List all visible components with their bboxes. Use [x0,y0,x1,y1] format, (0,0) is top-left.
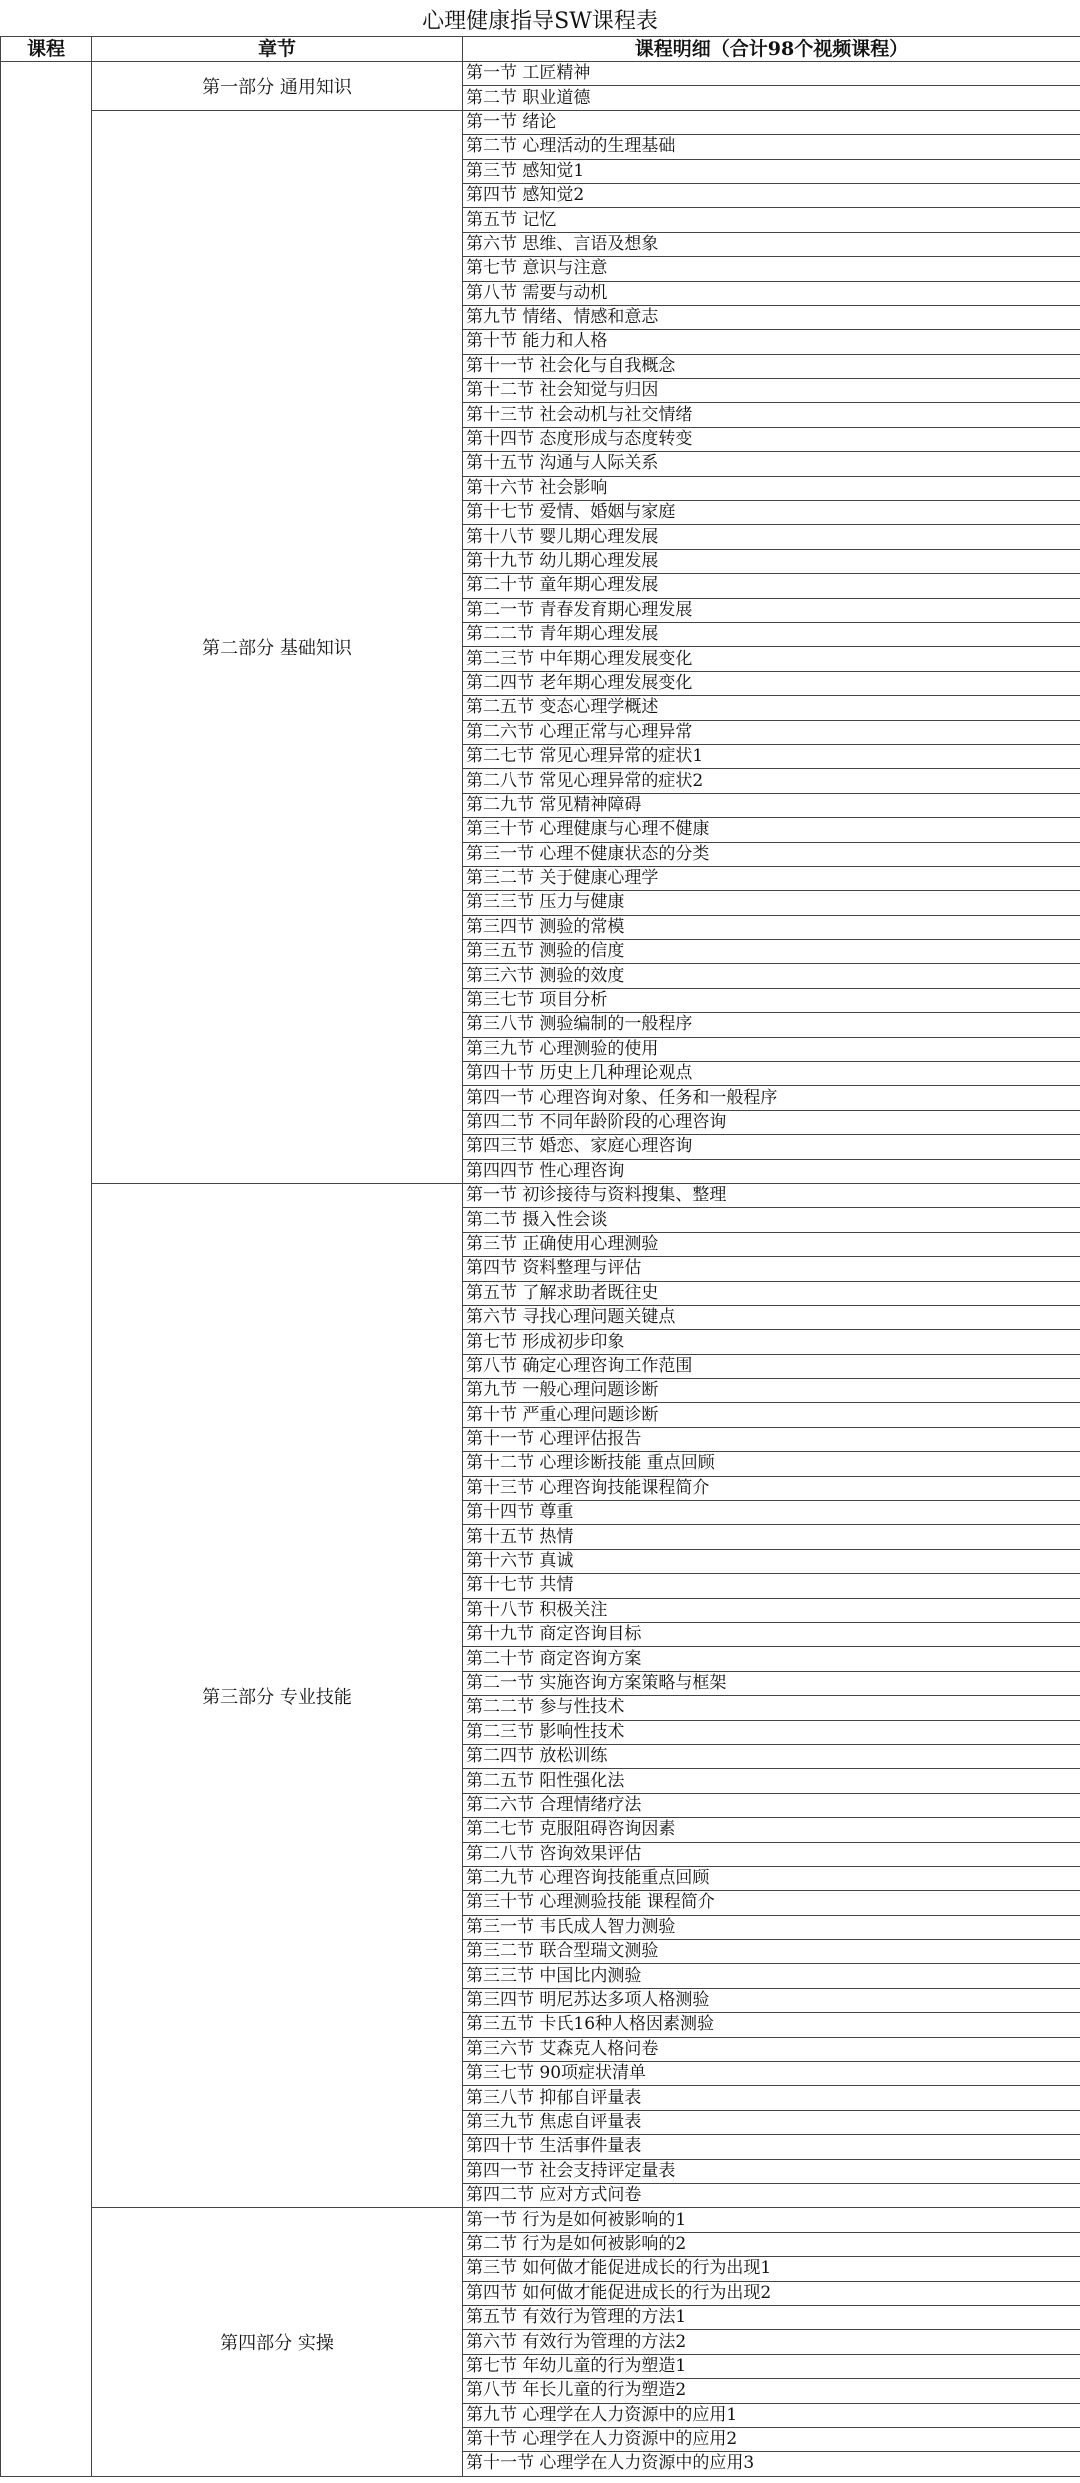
lesson-cell: 第二三节 影响性技术 [463,1720,1080,1744]
course-cell [1,62,92,2477]
table-row [1,2208,1080,2232]
lesson-cell: 第三六节 艾森克人格问卷 [463,2037,1080,2061]
lesson-cell: 第二四节 放松训练 [463,1744,1080,1768]
lesson-cell: 第二一节 青春发育期心理发展 [463,598,1080,622]
lesson-cell: 第九节 心理学在人力资源中的应用1 [463,2403,1080,2427]
lesson-cell: 第二节 心理活动的生理基础 [463,135,1080,159]
lesson-cell: 第十四节 尊重 [463,1501,1080,1525]
lesson-cell: 第十节 能力和人格 [463,330,1080,354]
table-row [1,62,1080,86]
lesson-cell: 第九节 一般心理问题诊断 [463,1379,1080,1403]
lesson-cell: 第二六节 心理正常与心理异常 [463,720,1080,744]
table-header-row [1,37,1080,62]
chapter-cell: 第一部分 通用知识 [92,62,463,111]
lesson-cell: 第三节 正确使用心理测验 [463,1232,1080,1256]
lesson-cell: 第二六节 合理情绪疗法 [463,1793,1080,1817]
lesson-cell: 第三六节 测验的效度 [463,964,1080,988]
lesson-cell: 第一节 工匠精神 [463,62,1080,86]
lesson-cell: 第三一节 韦氏成人智力测验 [463,1915,1080,1939]
lesson-cell: 第三二节 联合型瑞文测验 [463,1940,1080,1964]
course-schedule-table [0,36,1080,2477]
lesson-cell: 第三十节 心理测验技能 课程简介 [463,1891,1080,1915]
lesson-cell: 第十四节 态度形成与态度转变 [463,427,1080,451]
lesson-cell: 第三七节 项目分析 [463,988,1080,1012]
lesson-cell: 第二三节 中年期心理发展变化 [463,647,1080,671]
lesson-cell: 第二节 摄入性会谈 [463,1208,1080,1232]
lesson-cell: 第四十节 历史上几种理论观点 [463,1062,1080,1086]
lesson-cell: 第十七节 爱情、婚姻与家庭 [463,501,1080,525]
lesson-cell: 第六节 有效行为管理的方法2 [463,2330,1080,2354]
lesson-cell: 第四十节 生活事件量表 [463,2135,1080,2159]
lesson-cell: 第十六节 社会影响 [463,476,1080,500]
lesson-cell: 第二二节 青年期心理发展 [463,622,1080,646]
lesson-cell: 第三节 感知觉1 [463,159,1080,183]
lesson-cell: 第五节 记忆 [463,208,1080,232]
lesson-cell: 第三三节 中国比内测验 [463,1964,1080,1988]
lesson-cell: 第十节 严重心理问题诊断 [463,1403,1080,1427]
lesson-cell: 第八节 年长儿童的行为塑造2 [463,2379,1080,2403]
lesson-cell: 第二四节 老年期心理发展变化 [463,671,1080,695]
lesson-cell: 第三五节 测验的信度 [463,940,1080,964]
lesson-cell: 第三九节 焦虑自评量表 [463,2110,1080,2134]
lesson-cell: 第三一节 心理不健康状态的分类 [463,842,1080,866]
lesson-cell: 第十一节 社会化与自我概念 [463,354,1080,378]
lesson-cell: 第五节 了解求助者既往史 [463,1281,1080,1305]
lesson-cell: 第二二节 参与性技术 [463,1696,1080,1720]
lesson-cell: 第四节 资料整理与评估 [463,1257,1080,1281]
lesson-cell: 第五节 有效行为管理的方法1 [463,2305,1080,2329]
page-title: 心理健康指导SW课程表 [422,9,658,34]
chapter-cell: 第四部分 实操 [92,2208,463,2476]
lesson-cell: 第四一节 社会支持评定量表 [463,2159,1080,2183]
lesson-cell: 第四四节 性心理咨询 [463,1159,1080,1183]
lesson-cell: 第一节 行为是如何被影响的1 [463,2208,1080,2232]
lesson-cell: 第四节 感知觉2 [463,183,1080,207]
lesson-cell: 第二节 行为是如何被影响的2 [463,2232,1080,2256]
lesson-cell: 第二十节 童年期心理发展 [463,574,1080,598]
lesson-cell: 第七节 形成初步印象 [463,1330,1080,1354]
lesson-cell: 第十八节 积极关注 [463,1598,1080,1622]
lesson-cell: 第十三节 心理咨询技能课程简介 [463,1476,1080,1500]
lesson-cell: 第二五节 变态心理学概述 [463,696,1080,720]
lesson-cell: 第八节 确定心理咨询工作范围 [463,1354,1080,1378]
lesson-cell: 第十六节 真诚 [463,1549,1080,1573]
header-course: 课程 [1,37,92,62]
lesson-cell: 第二七节 克服阻碍咨询因素 [463,1818,1080,1842]
lesson-cell: 第三七节 90项症状清单 [463,2062,1080,2086]
lesson-cell: 第二七节 常见心理异常的症状1 [463,744,1080,768]
lesson-cell: 第六节 思维、言语及想象 [463,232,1080,256]
lesson-cell: 第十九节 幼儿期心理发展 [463,549,1080,573]
lesson-cell: 第四一节 心理咨询对象、任务和一般程序 [463,1086,1080,1110]
lesson-cell: 第二节 职业道德 [463,86,1080,110]
lesson-cell: 第七节 意识与注意 [463,257,1080,281]
lesson-cell: 第四二节 应对方式问卷 [463,2183,1080,2207]
lesson-cell: 第十七节 共情 [463,1574,1080,1598]
lesson-cell: 第二八节 常见心理异常的症状2 [463,769,1080,793]
lesson-cell: 第十五节 沟通与人际关系 [463,452,1080,476]
lesson-cell: 第十节 心理学在人力资源中的应用2 [463,2427,1080,2451]
lesson-cell: 第三十节 心理健康与心理不健康 [463,818,1080,842]
lesson-cell: 第三五节 卡氏16种人格因素测验 [463,2013,1080,2037]
lesson-cell: 第六节 寻找心理问题关键点 [463,1305,1080,1329]
lesson-cell: 第三节 如何做才能促进成长的行为出现1 [463,2257,1080,2281]
lesson-cell: 第三九节 心理测验的使用 [463,1037,1080,1061]
lesson-cell: 第二一节 实施咨询方案策略与框架 [463,1671,1080,1695]
lesson-cell: 第一节 初诊接待与资料搜集、整理 [463,1183,1080,1207]
lesson-cell: 第九节 情绪、情感和意志 [463,305,1080,329]
table-row [1,110,1080,134]
table-row [1,1183,1080,1207]
lesson-cell: 第三二节 关于健康心理学 [463,866,1080,890]
chapter-cell: 第三部分 专业技能 [92,1183,463,2207]
lesson-cell: 第十二节 心理诊断技能 重点回顾 [463,1452,1080,1476]
lesson-cell: 第三四节 明尼苏达多项人格测验 [463,1988,1080,2012]
lesson-cell: 第十一节 心理学在人力资源中的应用3 [463,2452,1080,2476]
header-detail: 课程明细（合计98个视频课程） [463,37,1080,62]
lesson-cell: 第十一节 心理评估报告 [463,1427,1080,1451]
lesson-cell: 第十八节 婴儿期心理发展 [463,525,1080,549]
table-body [1,62,1080,2477]
lesson-cell: 第七节 年幼儿童的行为塑造1 [463,2354,1080,2378]
lesson-cell: 第三八节 抑郁自评量表 [463,2086,1080,2110]
lesson-cell: 第四二节 不同年龄阶段的心理咨询 [463,1110,1080,1134]
lesson-cell: 第十九节 商定咨询目标 [463,1623,1080,1647]
lesson-cell: 第十二节 社会知觉与归因 [463,379,1080,403]
lesson-cell: 第三四节 测验的常模 [463,915,1080,939]
lesson-cell: 第四三节 婚恋、家庭心理咨询 [463,1135,1080,1159]
lesson-cell: 第二九节 心理咨询技能重点回顾 [463,1866,1080,1890]
lesson-cell: 第二八节 咨询效果评估 [463,1842,1080,1866]
lesson-cell: 第二九节 常见精神障碍 [463,793,1080,817]
lesson-cell: 第一节 绪论 [463,110,1080,134]
header-chapter: 章节 [92,37,463,62]
lesson-cell: 第八节 需要与动机 [463,281,1080,305]
lesson-cell: 第二十节 商定咨询方案 [463,1647,1080,1671]
chapter-cell: 第二部分 基础知识 [92,110,463,1183]
lesson-cell: 第三八节 测验编制的一般程序 [463,1013,1080,1037]
lesson-cell: 第十三节 社会动机与社交情绪 [463,403,1080,427]
lesson-cell: 第二五节 阳性强化法 [463,1769,1080,1793]
lesson-cell: 第三三节 压力与健康 [463,891,1080,915]
lesson-cell: 第十五节 热情 [463,1525,1080,1549]
lesson-cell: 第四节 如何做才能促进成长的行为出现2 [463,2281,1080,2305]
